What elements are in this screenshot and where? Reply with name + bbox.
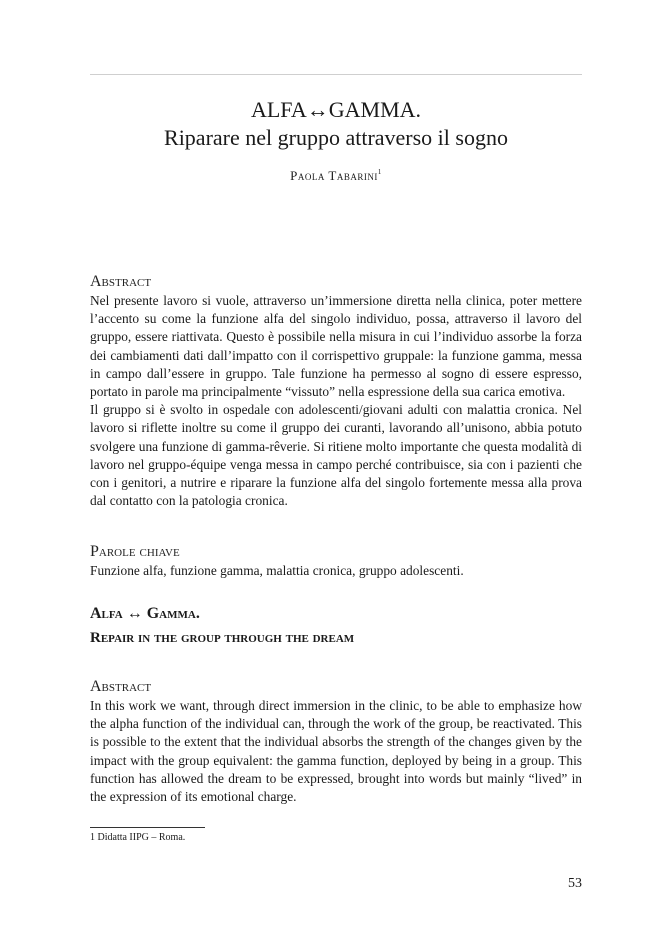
author-name: Paola Tabarini: [290, 168, 378, 183]
abstract-italian-paragraph-1: Nel presente lavoro si vuole, attraverso un’immersione diretta nella clinica, poter mettere l’accento su come la funzione alfa del singolo individuo, possa, attraverso il lavoro del gruppo, essere riattivata. Questo è possibile nella misura in cui l’individuo assorbe la forza dei cambiamenti dati dall’impatto con il corrispettivo gruppale: la funzione gamma, messa in campo dall’essere in gruppo. Tale funzione ha permesso al sogno di essere espresso, portato in parole ma principalmente “vissuto” nella espressione della sua carica emotiva.: [90, 293, 582, 400]
title-line-2: Riparare nel gruppo attraverso il sogno: [164, 125, 508, 150]
author-footnote-marker: 1: [377, 168, 382, 176]
abstract-english-heading: Abstract: [90, 678, 152, 695]
footnote: 1 Didatta IIPG – Roma.: [90, 832, 186, 843]
english-title: [90, 603, 582, 649]
english-title-line-2: Repair in the group through the dream: [90, 630, 355, 646]
keywords-heading: Parole chiave: [90, 543, 180, 560]
title-block: [90, 96, 582, 184]
abstract-english: [90, 678, 582, 806]
abstract-italian: [90, 273, 582, 510]
keywords-text: Funzione alfa, funzione gamma, malattia cronica, gruppo adolescenti.: [90, 563, 464, 578]
abstract-italian-heading: Abstract: [90, 273, 152, 290]
abstract-english-text: In this work we want, through direct immersion in the clinic, to be able to emphasize how the alpha function of the individual can, through the work of the group, be reactivated. This is possible to the extent that the individual absorbs the strength of the changes given by the impact with the group equivalent: the gamma function, deployed by being in a group. This function has allowed the dream to be expressed, brought into words but mainly “lived” in the expression of its emotional charge.: [90, 698, 582, 805]
page-number: 53: [568, 876, 582, 891]
author: [90, 168, 582, 184]
english-title-line-1: Alfa ↔ Gamma.: [90, 605, 200, 622]
footnote-rule: [90, 827, 205, 828]
keywords-section: [90, 543, 582, 580]
abstract-italian-paragraph-2: Il gruppo si è svolto in ospedale con adolescenti/giovani adulti con malattia cronica. Nel lavoro si riflette inoltre su come il gruppo dei curanti, lavorando all’unisono, abbia potuto svolgere una funzione di gamma-rêverie. Si ritiene molto importante che questa modalità di lavoro nel gruppo-équipe venga messa in campo perché contribuisce, sia con i pazienti che con i genitori, a nutrire e riparare la funzione alfa del singolo fortemente messa alla prova dal contatto con la patologia cronica.: [90, 402, 582, 509]
header-rule: [90, 74, 582, 75]
title-line-1: ALFA↔GAMMA.: [250, 97, 422, 122]
